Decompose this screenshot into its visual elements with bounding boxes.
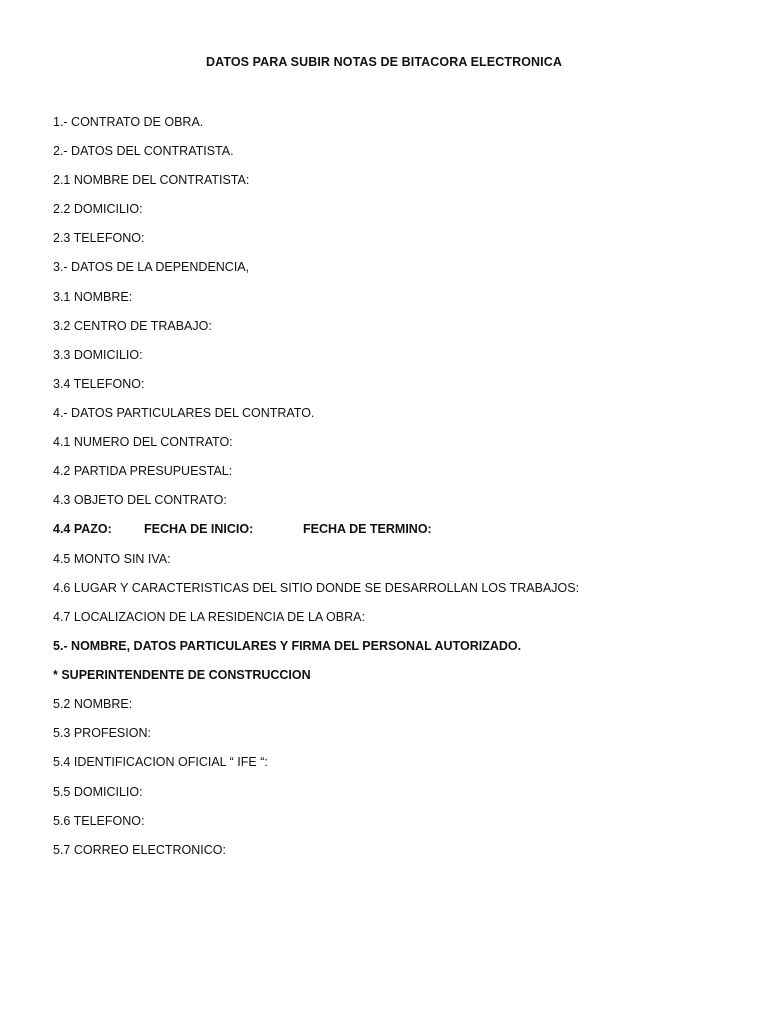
line-profesion: 5.3 PROFESION: bbox=[53, 726, 151, 740]
fecha-termino-label: FECHA DE TERMINO: bbox=[303, 522, 432, 536]
line-numero-contrato: 4.1 NUMERO DEL CONTRATO: bbox=[53, 435, 233, 449]
line-superintendente: * SUPERINTENDENTE DE CONSTRUCCION bbox=[53, 668, 311, 682]
plazo-label: 4.4 PAZO: bbox=[53, 522, 112, 536]
document-title: DATOS PARA SUBIR NOTAS DE BITACORA ELECTRONICA bbox=[206, 55, 562, 69]
line-contrato-de-obra: 1.- CONTRATO DE OBRA. bbox=[53, 115, 204, 129]
line-domicilio-superintendente: 5.5 DOMICILIO: bbox=[53, 785, 143, 799]
line-identificacion-oficial: 5.4 IDENTIFICACION OFICIAL “ IFE “: bbox=[53, 755, 268, 769]
line-nombre-contratista: 2.1 NOMBRE DEL CONTRATISTA: bbox=[53, 173, 250, 187]
line-nombre-dependencia: 3.1 NOMBRE: bbox=[53, 290, 133, 304]
line-telefono-dependencia: 3.4 TELEFONO: bbox=[53, 377, 145, 391]
line-datos-dependencia: 3.- DATOS DE LA DEPENDENCIA, bbox=[53, 260, 250, 274]
line-partida-presupuestal: 4.2 PARTIDA PRESUPUESTAL: bbox=[53, 464, 233, 478]
line-datos-particulares-contrato: 4.- DATOS PARTICULARES DEL CONTRATO. bbox=[53, 406, 315, 420]
line-centro-trabajo: 3.2 CENTRO DE TRABAJO: bbox=[53, 319, 212, 333]
fecha-inicio-label: FECHA DE INICIO: bbox=[144, 522, 254, 536]
line-monto-sin-iva: 4.5 MONTO SIN IVA: bbox=[53, 552, 171, 566]
line-datos-contratista: 2.- DATOS DEL CONTRATISTA. bbox=[53, 144, 234, 158]
line-telefono-contratista: 2.3 TELEFONO: bbox=[53, 231, 145, 245]
line-correo-electronico: 5.7 CORREO ELECTRONICO: bbox=[53, 843, 226, 857]
line-localizacion-residencia: 4.7 LOCALIZACION DE LA RESIDENCIA DE LA OBRA: bbox=[53, 610, 365, 624]
line-lugar-caracteristicas: 4.6 LUGAR Y CARACTERISTICAS DEL SITIO DONDE SE DESARROLLAN LOS TRABAJOS: bbox=[53, 581, 580, 595]
line-domicilio-dependencia: 3.3 DOMICILIO: bbox=[53, 348, 143, 362]
line-telefono-superintendente: 5.6 TELEFONO: bbox=[53, 814, 145, 828]
line-nombre-superintendente: 5.2 NOMBRE: bbox=[53, 697, 133, 711]
line-objeto-contrato: 4.3 OBJETO DEL CONTRATO: bbox=[53, 493, 227, 507]
line-personal-autorizado: 5.- NOMBRE, DATOS PARTICULARES Y FIRMA DEL PERSONAL AUTORIZADO. bbox=[53, 639, 522, 653]
line-domicilio-contratista: 2.2 DOMICILIO: bbox=[53, 202, 143, 216]
